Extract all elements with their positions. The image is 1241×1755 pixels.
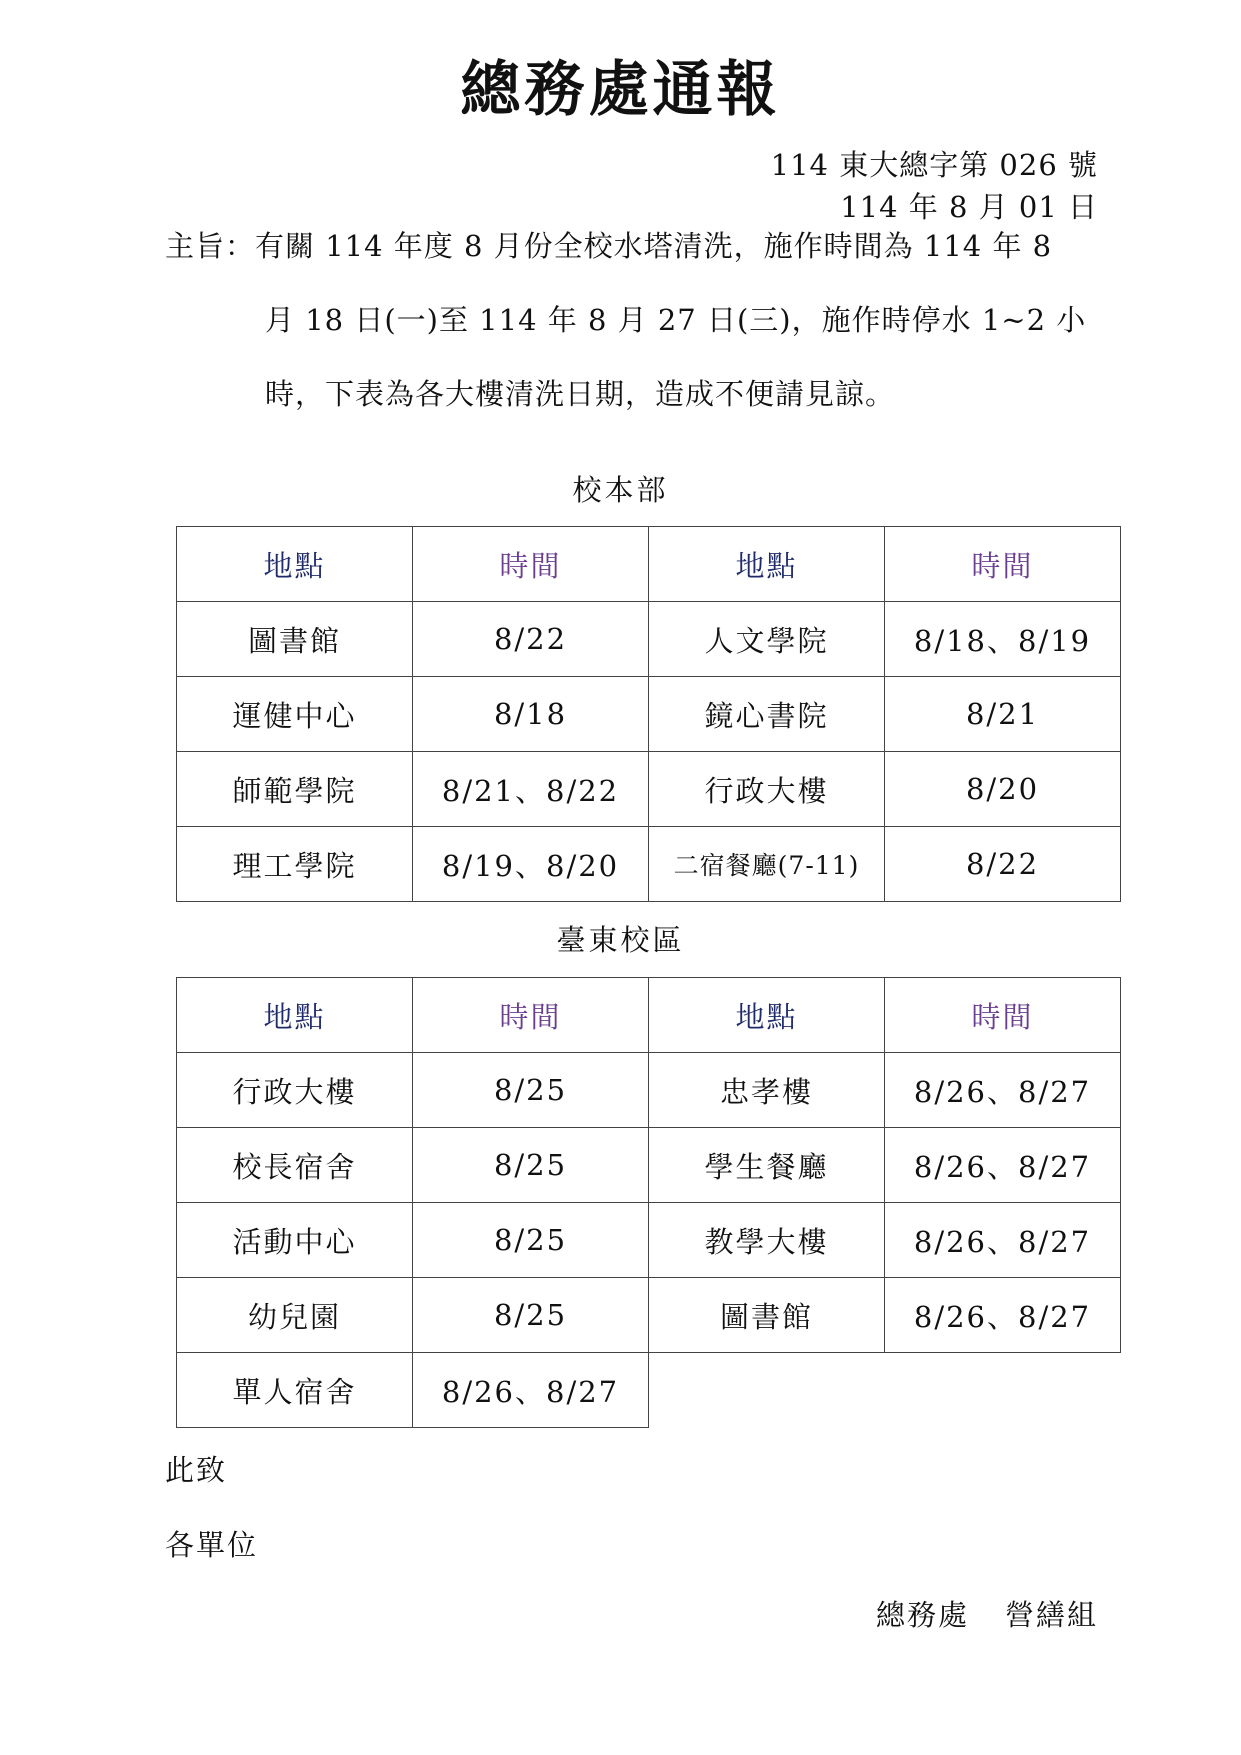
header-time: 時間 [413,527,649,602]
place-cell: 運健中心 [177,677,413,752]
header-time: 時間 [885,527,1121,602]
table-header-row [177,527,1121,602]
table-row [177,1203,1121,1278]
taitung-campus-title: 臺東校區 [556,923,685,957]
subject-line: 月 18 日(一)至 114 年 8 月 27 日(三)，施作時停水 1~2 小 [265,303,1087,337]
place-cell: 二宿餐廳(7-11) [649,827,885,902]
place-cell: 單人宿舍 [177,1353,413,1428]
date-cell: 8/25 [413,1128,649,1203]
header-place: 地點 [649,527,885,602]
header-place: 地點 [649,978,885,1053]
place-cell: 活動中心 [177,1203,413,1278]
signature [876,1595,1098,1635]
place-cell: 校長宿舍 [177,1128,413,1203]
date-cell: 8/26、8/27 [413,1353,649,1428]
place-cell: 人文學院 [649,602,885,677]
date-cell: 8/26、8/27 [885,1053,1121,1128]
table-row [177,1128,1121,1203]
header-place: 地點 [177,527,413,602]
date-cell: 8/26、8/27 [885,1128,1121,1203]
table-row [177,827,1121,902]
place-cell: 幼兒園 [177,1278,413,1353]
place-cell: 教學大樓 [649,1203,885,1278]
table-row [177,677,1121,752]
place-cell: 行政大樓 [177,1053,413,1128]
header-time: 時間 [885,978,1121,1053]
table-row [177,602,1121,677]
date-cell: 8/21 [885,677,1121,752]
header-time: 時間 [413,978,649,1053]
document-number: 114 東大總字第 026 號 [770,148,1098,182]
closing-salutation: 此致 [165,1453,228,1487]
date-cell: 8/22 [885,827,1121,902]
date-cell: 8/25 [413,1053,649,1128]
place-cell: 圖書館 [649,1278,885,1353]
date-cell: 8/25 [413,1203,649,1278]
table-row [177,1353,1121,1428]
place-cell: 理工學院 [177,827,413,902]
date-cell: 8/22 [413,602,649,677]
date-cell: 8/19、8/20 [413,827,649,902]
place-cell: 師範學院 [177,752,413,827]
subject-line: 時，下表為各大樓清洗日期，造成不便請見諒。 [265,377,896,411]
document-date: 114 年 8 月 01 日 [840,190,1098,224]
place-cell: 忠孝樓 [649,1053,885,1128]
date-cell: 8/26、8/27 [885,1278,1121,1353]
date-cell: 8/18 [413,677,649,752]
table-row [177,1053,1121,1128]
signature-unit: 營繕組 [1004,1598,1098,1632]
subject-line: 主旨：有關 114 年度 8 月份全校水塔清洗，施作時間為 114 年 8 [165,229,1053,263]
closing-recipient: 各單位 [165,1528,259,1562]
date-cell: 8/18、8/19 [885,602,1121,677]
place-cell: 鏡心書院 [649,677,885,752]
taitung-campus-table [176,977,1121,1428]
document-title: 總務處通報 [460,55,781,125]
table-row [177,752,1121,827]
date-cell: 8/21、8/22 [413,752,649,827]
main-campus-table [176,526,1121,902]
date-cell: 8/26、8/27 [885,1203,1121,1278]
empty-cell [649,1353,885,1428]
table-row [177,1278,1121,1353]
place-cell: 學生餐廳 [649,1128,885,1203]
date-cell: 8/25 [413,1278,649,1353]
date-cell: 8/20 [885,752,1121,827]
empty-cell [885,1353,1121,1428]
signature-office: 總務處 [875,1598,969,1632]
place-cell: 行政大樓 [649,752,885,827]
place-cell: 圖書館 [177,602,413,677]
header-place: 地點 [177,978,413,1053]
table-header-row [177,978,1121,1053]
main-campus-title: 校本部 [572,473,669,507]
